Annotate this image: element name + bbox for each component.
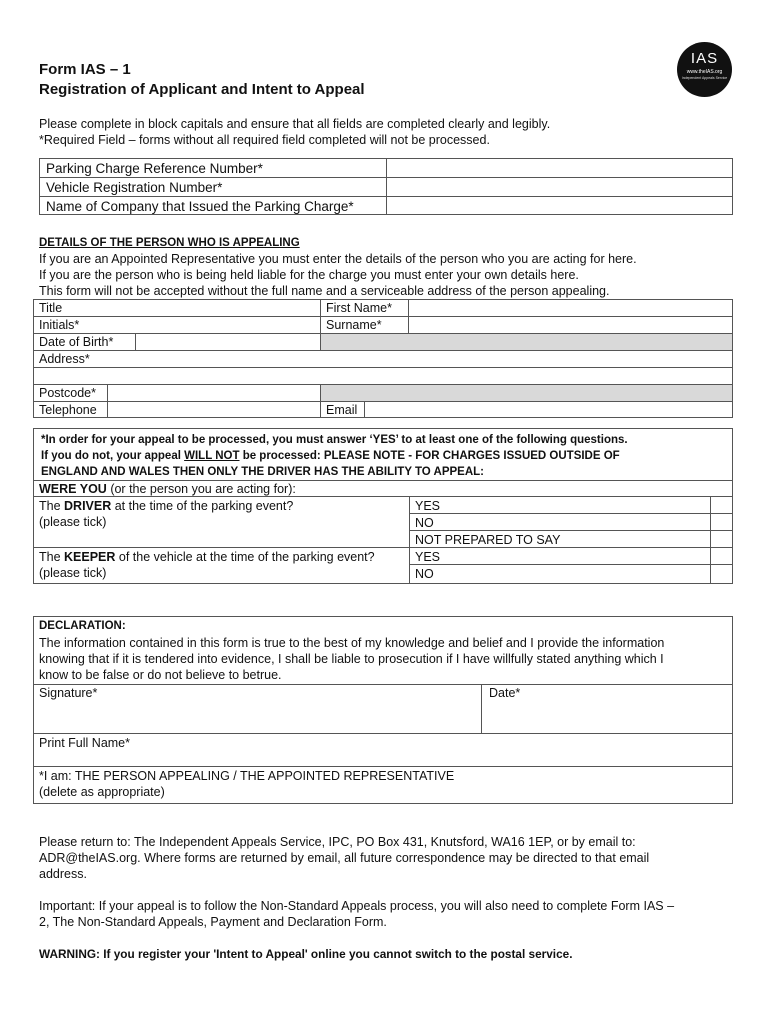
- vehicle-reg-field[interactable]: [387, 178, 732, 196]
- i-am-label: *I am: THE PERSON APPEALING / THE APPOINTED REPRESENTATIVE: [39, 769, 455, 783]
- keeper-no-tickbox[interactable]: [711, 565, 732, 583]
- address-field[interactable]: [120, 351, 732, 384]
- driver-please-tick: (please tick): [39, 515, 107, 529]
- declaration-line-1: The information contained in this form is true to the best of my knowledge and belief and I provide the information: [39, 636, 665, 650]
- postcode-label: Postcode*: [39, 386, 96, 400]
- date-field[interactable]: [482, 702, 732, 732]
- intro-line-2: *Required Field – forms without all required field completed will not be processed.: [39, 133, 490, 147]
- print-name-label: Print Full Name*: [39, 736, 130, 750]
- form-id: Form IAS – 1: [39, 61, 131, 78]
- driver-no-tickbox[interactable]: [711, 514, 732, 530]
- intro-line-1: Please complete in block capitals and ensure that all fields are completed clearly and legibly.: [39, 117, 551, 131]
- parking-ref-field[interactable]: [387, 159, 732, 177]
- logo-tagline: Independent Appeals Service: [681, 76, 728, 80]
- initials-field[interactable]: [100, 317, 319, 333]
- company-name-field[interactable]: [387, 197, 732, 214]
- important-line-2: 2, The Non-Standard Appeals, Payment and Declaration Form.: [39, 915, 387, 929]
- declaration-line-2: knowing that if it is tendered into evidence, I shall be liable to prosecution if I have willfully stated anything which I: [39, 652, 664, 666]
- keeper-yes-label: YES: [415, 550, 441, 564]
- details-line-2: If you are the person who is being held liable for the charge you must enter your own details here.: [39, 268, 579, 282]
- title-label: Title: [39, 301, 63, 315]
- date-label: Date*: [489, 686, 521, 700]
- surname-field[interactable]: [409, 317, 732, 333]
- declaration-heading: DECLARATION:: [39, 620, 126, 632]
- company-name-label: Name of Company that Issued the Parking Charge*: [46, 199, 354, 214]
- return-line-1: Please return to: The Independent Appeals Service, IPC, PO Box 431, Knutsford, WA16 1EP, or by email to:: [39, 835, 636, 849]
- warning-text: WARNING: If you register your 'Intent to Appeal' online you cannot switch to the postal service.: [39, 947, 573, 961]
- notice-line-3: ENGLAND AND WALES THEN ONLY THE DRIVER HAS THE ABILITY TO APPEAL:: [41, 466, 484, 478]
- surname-label: Surname*: [326, 318, 382, 332]
- logo-text: IAS: [690, 50, 719, 67]
- keeper-yes-tickbox[interactable]: [711, 548, 732, 564]
- parking-ref-label: Parking Charge Reference Number*: [46, 161, 263, 176]
- initials-label: Initials*: [39, 318, 80, 332]
- title-field[interactable]: [100, 300, 319, 316]
- telephone-label: Telephone: [39, 403, 97, 417]
- driver-no-label: NO: [415, 516, 434, 530]
- details-line-3: This form will not be accepted without the full name and a serviceable address of the person appealing.: [39, 284, 610, 298]
- driver-not-prepared-tickbox[interactable]: [711, 531, 732, 547]
- keeper-please-tick: (please tick): [39, 566, 107, 580]
- address-label: Address*: [39, 352, 90, 366]
- notice-line-1: *In order for your appeal to be processed, you must answer ‘YES’ to at least one of the following questions.: [41, 434, 628, 446]
- important-line-1: Important: If your appeal is to follow the Non-Standard Appeals process, you will also need to complete Form IAS –: [39, 899, 675, 913]
- driver-question: The DRIVER at the time of the parking event?: [39, 499, 294, 513]
- first-name-field[interactable]: [409, 300, 732, 316]
- signature-label: Signature*: [39, 686, 98, 700]
- telephone-field[interactable]: [108, 402, 319, 418]
- details-heading: DETAILS OF THE PERSON WHO IS APPEALING: [39, 237, 300, 249]
- keeper-question: The KEEPER of the vehicle at the time of the parking event?: [39, 550, 375, 564]
- driver-yes-tickbox[interactable]: [711, 497, 732, 513]
- page-title: Registration of Applicant and Intent to Appeal: [39, 81, 365, 98]
- first-name-label: First Name*: [326, 301, 392, 315]
- details-line-1: If you are an Appointed Representative you must enter the details of the person who you are acting for here.: [39, 252, 637, 266]
- were-you-label: WERE YOU (or the person you are acting for):: [39, 482, 296, 496]
- declaration-line-3: know to be false or do not believe to betrue.: [39, 668, 282, 682]
- ias-logo: [677, 42, 732, 97]
- driver-yes-label: YES: [415, 499, 441, 513]
- postcode-field[interactable]: [108, 385, 319, 401]
- vehicle-reg-label: Vehicle Registration Number*: [46, 180, 223, 195]
- signature-field[interactable]: [34, 702, 480, 732]
- email-field[interactable]: [365, 402, 732, 418]
- notice-line-2: If you do not, your appeal WILL NOT be processed: PLEASE NOTE - FOR CHARGES ISSUED OUTSIDE OF: [41, 450, 620, 462]
- return-line-3: address.: [39, 867, 87, 881]
- dob-label: Date of Birth*: [39, 335, 114, 349]
- driver-not-prepared-label: NOT PREPARED TO SAY: [415, 533, 561, 547]
- print-name-field[interactable]: [150, 734, 732, 765]
- keeper-no-label: NO: [415, 567, 434, 581]
- dob-field[interactable]: [136, 334, 319, 350]
- logo-url: www.theIAS.org: [686, 69, 723, 75]
- delete-note: (delete as appropriate): [39, 785, 165, 799]
- return-line-2: ADR@theIAS.org. Where forms are returned by email, all future correspondence may be directed to that email: [39, 851, 650, 865]
- email-label: Email: [326, 403, 358, 417]
